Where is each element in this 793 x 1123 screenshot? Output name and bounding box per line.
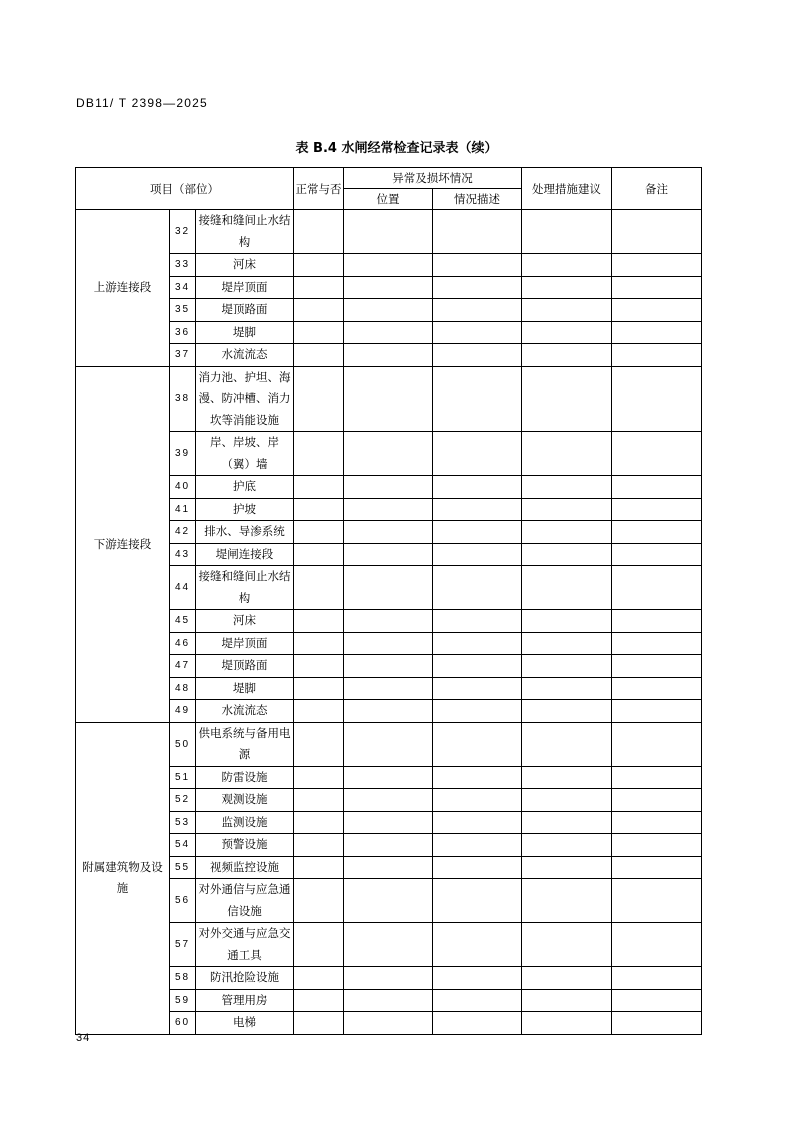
remarks-cell[interactable] [612, 498, 702, 521]
row-number-cell: 53 [170, 811, 196, 834]
item-name-cell: 堤闸连接段 [196, 543, 294, 566]
normal-cell[interactable] [294, 632, 344, 655]
row-number-cell: 48 [170, 677, 196, 700]
normal-cell[interactable] [294, 299, 344, 322]
measures-cell[interactable] [522, 1012, 612, 1035]
normal-cell[interactable] [294, 321, 344, 344]
normal-cell[interactable] [294, 276, 344, 299]
item-name-cell: 供电系统与备用电源 [196, 722, 294, 766]
table-row [76, 476, 702, 499]
header-location: 位置 [344, 189, 433, 210]
group-name-cell: 下游连接段 [76, 366, 170, 722]
remarks-cell[interactable] [612, 521, 702, 544]
location-cell[interactable] [344, 210, 433, 254]
description-cell[interactable] [433, 700, 522, 723]
description-cell[interactable] [433, 677, 522, 700]
item-name-cell: 河床 [196, 254, 294, 277]
location-cell[interactable] [344, 923, 433, 967]
remarks-cell[interactable] [612, 632, 702, 655]
header-remarks: 备注 [612, 168, 702, 210]
table-row [76, 498, 702, 521]
normal-cell[interactable] [294, 210, 344, 254]
measures-cell[interactable] [522, 566, 612, 610]
item-name-cell: 堤顶路面 [196, 299, 294, 322]
location-cell[interactable] [344, 722, 433, 766]
location-cell[interactable] [344, 498, 433, 521]
normal-cell[interactable] [294, 834, 344, 857]
measures-cell[interactable] [522, 543, 612, 566]
row-number-cell: 58 [170, 967, 196, 990]
measures-cell[interactable] [522, 789, 612, 812]
table-row [76, 989, 702, 1012]
row-number-cell: 34 [170, 276, 196, 299]
measures-cell[interactable] [522, 498, 612, 521]
item-name-cell: 对外交通与应急交通工具 [196, 923, 294, 967]
group-name-cell: 附属建筑物及设施 [76, 722, 170, 1034]
row-number-cell: 47 [170, 655, 196, 678]
remarks-cell[interactable] [612, 276, 702, 299]
measures-cell[interactable] [522, 989, 612, 1012]
description-cell[interactable] [433, 566, 522, 610]
location-cell[interactable] [344, 432, 433, 476]
item-name-cell: 监测设施 [196, 811, 294, 834]
description-cell[interactable] [433, 811, 522, 834]
normal-cell[interactable] [294, 498, 344, 521]
description-cell[interactable] [433, 432, 522, 476]
standard-code: DB11/ T 2398—2025 [76, 96, 208, 110]
row-number-cell: 49 [170, 700, 196, 723]
measures-cell[interactable] [522, 276, 612, 299]
measures-cell[interactable] [522, 254, 612, 277]
row-number-cell: 44 [170, 566, 196, 610]
item-name-cell: 堤脚 [196, 321, 294, 344]
measures-cell[interactable] [522, 344, 612, 367]
item-name-cell: 观测设施 [196, 789, 294, 812]
normal-cell[interactable] [294, 923, 344, 967]
table-row [76, 366, 702, 432]
description-cell[interactable] [433, 276, 522, 299]
item-name-cell: 排水、导渗系统 [196, 521, 294, 544]
item-name-cell: 岸、岸坡、岸（翼）墙 [196, 432, 294, 476]
location-cell[interactable] [344, 677, 433, 700]
location-cell[interactable] [344, 967, 433, 990]
row-number-cell: 43 [170, 543, 196, 566]
description-cell[interactable] [433, 543, 522, 566]
location-cell[interactable] [344, 276, 433, 299]
row-number-cell: 42 [170, 521, 196, 544]
measures-cell[interactable] [522, 632, 612, 655]
row-number-cell: 50 [170, 722, 196, 766]
measures-cell[interactable] [522, 476, 612, 499]
remarks-cell[interactable] [612, 700, 702, 723]
table-row [76, 276, 702, 299]
location-cell[interactable] [344, 811, 433, 834]
row-number-cell: 54 [170, 834, 196, 857]
normal-cell[interactable] [294, 432, 344, 476]
location-cell[interactable] [344, 254, 433, 277]
location-cell[interactable] [344, 879, 433, 923]
remarks-cell[interactable] [612, 254, 702, 277]
measures-cell[interactable] [522, 856, 612, 879]
header-item: 项目（部位） [76, 168, 294, 210]
remarks-cell[interactable] [612, 432, 702, 476]
description-cell[interactable] [433, 521, 522, 544]
table-row [76, 766, 702, 789]
description-cell[interactable] [433, 655, 522, 678]
location-cell[interactable] [344, 521, 433, 544]
description-cell[interactable] [433, 632, 522, 655]
table-row [76, 856, 702, 879]
description-cell[interactable] [433, 923, 522, 967]
normal-cell[interactable] [294, 967, 344, 990]
location-cell[interactable] [344, 1012, 433, 1035]
row-number-cell: 39 [170, 432, 196, 476]
table-row [76, 722, 702, 766]
location-cell[interactable] [344, 566, 433, 610]
header-row-1 [76, 168, 702, 189]
location-cell[interactable] [344, 543, 433, 566]
location-cell[interactable] [344, 344, 433, 367]
description-cell[interactable] [433, 299, 522, 322]
item-name-cell: 堤岸顶面 [196, 276, 294, 299]
remarks-cell[interactable] [612, 989, 702, 1012]
measures-cell[interactable] [522, 321, 612, 344]
table-row [76, 610, 702, 633]
table-row [76, 655, 702, 678]
description-cell[interactable] [433, 766, 522, 789]
table-row [76, 789, 702, 812]
normal-cell[interactable] [294, 566, 344, 610]
measures-cell[interactable] [522, 811, 612, 834]
remarks-cell[interactable] [612, 655, 702, 678]
remarks-cell[interactable] [612, 811, 702, 834]
measures-cell[interactable] [522, 655, 612, 678]
normal-cell[interactable] [294, 254, 344, 277]
item-name-cell: 堤岸顶面 [196, 632, 294, 655]
remarks-cell[interactable] [612, 789, 702, 812]
measures-cell[interactable] [522, 366, 612, 432]
item-name-cell: 视频监控设施 [196, 856, 294, 879]
measures-cell[interactable] [522, 210, 612, 254]
location-cell[interactable] [344, 321, 433, 344]
location-cell[interactable] [344, 366, 433, 432]
row-number-cell: 37 [170, 344, 196, 367]
item-name-cell: 对外通信与应急通信设施 [196, 879, 294, 923]
location-cell[interactable] [344, 789, 433, 812]
measures-cell[interactable] [522, 834, 612, 857]
remarks-cell[interactable] [612, 722, 702, 766]
item-name-cell: 堤脚 [196, 677, 294, 700]
location-cell[interactable] [344, 834, 433, 857]
normal-cell[interactable] [294, 789, 344, 812]
normal-cell[interactable] [294, 543, 344, 566]
remarks-cell[interactable] [612, 610, 702, 633]
row-number-cell: 33 [170, 254, 196, 277]
description-cell[interactable] [433, 722, 522, 766]
normal-cell[interactable] [294, 344, 344, 367]
measures-cell[interactable] [522, 521, 612, 544]
item-name-cell: 接缝和缝间止水结构 [196, 210, 294, 254]
remarks-cell[interactable] [612, 856, 702, 879]
measures-cell[interactable] [522, 923, 612, 967]
row-number-cell: 35 [170, 299, 196, 322]
normal-cell[interactable] [294, 989, 344, 1012]
item-name-cell: 管理用房 [196, 989, 294, 1012]
location-cell[interactable] [344, 299, 433, 322]
description-cell[interactable] [433, 989, 522, 1012]
table-row [76, 566, 702, 610]
location-cell[interactable] [344, 632, 433, 655]
normal-cell[interactable] [294, 856, 344, 879]
row-number-cell: 40 [170, 476, 196, 499]
row-number-cell: 46 [170, 632, 196, 655]
description-cell[interactable] [433, 834, 522, 857]
location-cell[interactable] [344, 655, 433, 678]
description-cell[interactable] [433, 210, 522, 254]
row-number-cell: 56 [170, 879, 196, 923]
header-normal: 正常与否 [294, 168, 344, 210]
normal-cell[interactable] [294, 766, 344, 789]
measures-cell[interactable] [522, 432, 612, 476]
normal-cell[interactable] [294, 366, 344, 432]
row-number-cell: 55 [170, 856, 196, 879]
item-name-cell: 水流流态 [196, 344, 294, 367]
table-title: 表 B.4 水闸经常检查记录表（续） [295, 141, 498, 156]
normal-cell[interactable] [294, 476, 344, 499]
table-row [76, 432, 702, 476]
item-name-cell: 护底 [196, 476, 294, 499]
measures-cell[interactable] [522, 967, 612, 990]
table-row [76, 543, 702, 566]
measures-cell[interactable] [522, 722, 612, 766]
remarks-cell[interactable] [612, 344, 702, 367]
location-cell[interactable] [344, 700, 433, 723]
location-cell[interactable] [344, 856, 433, 879]
table-row [76, 299, 702, 322]
normal-cell[interactable] [294, 677, 344, 700]
item-name-cell: 预警设施 [196, 834, 294, 857]
location-cell[interactable] [344, 476, 433, 499]
table-row [76, 923, 702, 967]
normal-cell[interactable] [294, 1012, 344, 1035]
header-abnormal: 异常及损坏情况 [344, 168, 522, 189]
row-number-cell: 59 [170, 989, 196, 1012]
description-cell[interactable] [433, 498, 522, 521]
inspection-record-table [75, 167, 702, 1035]
item-name-cell: 消力池、护坦、海漫、防冲槽、消力坎等消能设施 [196, 366, 294, 432]
description-cell[interactable] [433, 254, 522, 277]
table-row [76, 321, 702, 344]
location-cell[interactable] [344, 766, 433, 789]
page-number: 34 [76, 1032, 91, 1044]
group-name-cell: 上游连接段 [76, 210, 170, 367]
item-name-cell: 水流流态 [196, 700, 294, 723]
table-row [76, 210, 702, 254]
item-name-cell: 堤顶路面 [196, 655, 294, 678]
description-cell[interactable] [433, 967, 522, 990]
row-number-cell: 32 [170, 210, 196, 254]
description-cell[interactable] [433, 366, 522, 432]
remarks-cell[interactable] [612, 834, 702, 857]
normal-cell[interactable] [294, 655, 344, 678]
measures-cell[interactable] [522, 700, 612, 723]
header-measures: 处理措施建议 [522, 168, 612, 210]
measures-cell[interactable] [522, 879, 612, 923]
description-cell[interactable] [433, 856, 522, 879]
table-row [76, 700, 702, 723]
measures-cell[interactable] [522, 299, 612, 322]
description-cell[interactable] [433, 879, 522, 923]
item-name-cell: 护坡 [196, 498, 294, 521]
header-description: 情况描述 [433, 189, 522, 210]
item-name-cell: 防雷设施 [196, 766, 294, 789]
normal-cell[interactable] [294, 610, 344, 633]
row-number-cell: 45 [170, 610, 196, 633]
remarks-cell[interactable] [612, 366, 702, 432]
description-cell[interactable] [433, 321, 522, 344]
item-name-cell: 电梯 [196, 1012, 294, 1035]
remarks-cell[interactable] [612, 299, 702, 322]
description-cell[interactable] [433, 476, 522, 499]
row-number-cell: 41 [170, 498, 196, 521]
measures-cell[interactable] [522, 677, 612, 700]
table-row [76, 811, 702, 834]
remarks-cell[interactable] [612, 879, 702, 923]
remarks-cell[interactable] [612, 476, 702, 499]
table-row [76, 834, 702, 857]
normal-cell[interactable] [294, 722, 344, 766]
table-row [76, 254, 702, 277]
item-name-cell: 河床 [196, 610, 294, 633]
description-cell[interactable] [433, 789, 522, 812]
row-number-cell: 60 [170, 1012, 196, 1035]
row-number-cell: 38 [170, 366, 196, 432]
table-row [76, 521, 702, 544]
description-cell[interactable] [433, 610, 522, 633]
remarks-cell[interactable] [612, 210, 702, 254]
remarks-cell[interactable] [612, 967, 702, 990]
remarks-cell[interactable] [612, 321, 702, 344]
table-row [76, 632, 702, 655]
normal-cell[interactable] [294, 700, 344, 723]
measures-cell[interactable] [522, 610, 612, 633]
row-number-cell: 52 [170, 789, 196, 812]
remarks-cell[interactable] [612, 566, 702, 610]
item-name-cell: 接缝和缝间止水结构 [196, 566, 294, 610]
location-cell[interactable] [344, 610, 433, 633]
table-row [76, 967, 702, 990]
table-row [76, 879, 702, 923]
item-name-cell: 防汛抢险设施 [196, 967, 294, 990]
remarks-cell[interactable] [612, 923, 702, 967]
remarks-cell[interactable] [612, 1012, 702, 1035]
row-number-cell: 51 [170, 766, 196, 789]
normal-cell[interactable] [294, 879, 344, 923]
record-body [76, 210, 702, 1035]
measures-cell[interactable] [522, 766, 612, 789]
normal-cell[interactable] [294, 521, 344, 544]
remarks-cell[interactable] [612, 766, 702, 789]
row-number-cell: 36 [170, 321, 196, 344]
table-row [76, 344, 702, 367]
row-number-cell: 57 [170, 923, 196, 967]
description-cell[interactable] [433, 344, 522, 367]
table-row [76, 677, 702, 700]
table-row [76, 1012, 702, 1035]
location-cell[interactable] [344, 989, 433, 1012]
normal-cell[interactable] [294, 811, 344, 834]
description-cell[interactable] [433, 1012, 522, 1035]
remarks-cell[interactable] [612, 543, 702, 566]
remarks-cell[interactable] [612, 677, 702, 700]
